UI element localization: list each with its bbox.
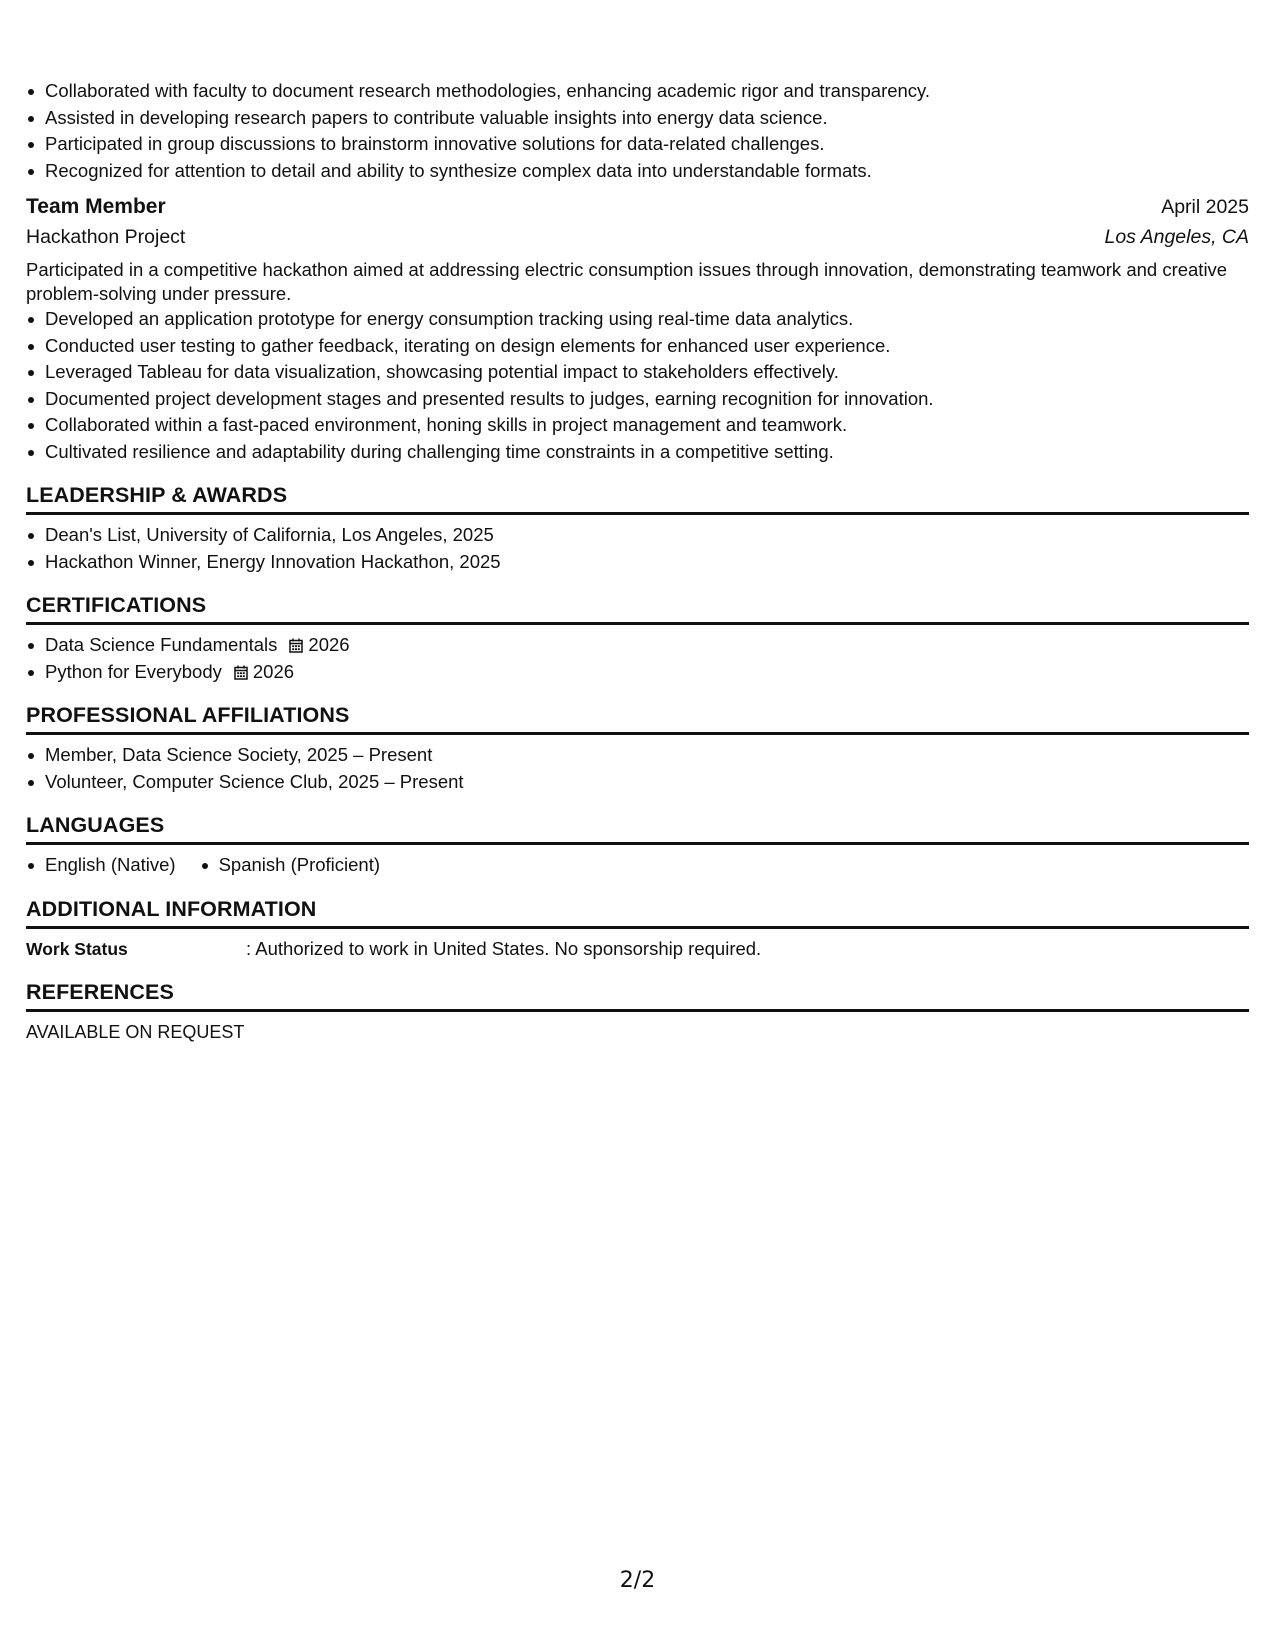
certifications-list [26, 632, 1249, 685]
entry-bullet-list [26, 306, 1249, 465]
entry-subheader [26, 222, 1249, 252]
list-item: Leveraged Tableau for data visualization, showcasing potential impact to stakeholders effectively. [26, 359, 1249, 386]
list-item: Participated in group discussions to brainstorm innovative solutions for data-related challenges. [26, 131, 1249, 158]
entry-summary: Participated in a competitive hackathon aimed at addressing electric consumption issues through innovation, demonstrating teamwork and creative problem-solving under pressure. [26, 259, 1228, 304]
entry-date: April 2025 [1161, 196, 1249, 218]
list-item [26, 659, 1249, 686]
calendar-icon [289, 638, 303, 653]
list-item: Collaborated within a fast-paced environment, honing skills in project management and teamwork. [26, 412, 1249, 439]
experience-entry [26, 192, 1249, 465]
languages-section [26, 811, 1249, 879]
leadership-section [26, 481, 1249, 575]
section-title: CERTIFICATIONS [26, 591, 1249, 625]
resume-page [26, 78, 1249, 1045]
list-item: Recognized for attention to detail and ability to synthesize complex data into understandable formats. [26, 158, 1249, 185]
certification-name: Python for Everybody [45, 660, 222, 682]
list-item: Developed an application prototype for energy consumption tracking using real-time data analytics. [26, 306, 1249, 333]
list-item: Cultivated resilience and adaptability during challenging time constraints in a competitive setting. [26, 439, 1249, 466]
work-status-value: : Authorized to work in United States. No sponsorship required. [246, 937, 762, 959]
research-bullet-list [26, 78, 1249, 184]
list-item: Spanish (Proficient) [200, 852, 380, 879]
section-title: PROFESSIONAL AFFILIATIONS [26, 701, 1249, 735]
leadership-list [26, 522, 1249, 575]
list-item: Conducted user testing to gather feedback, iterating on design elements for enhanced user experience. [26, 333, 1249, 360]
entry-organization: Hackathon Project [26, 226, 186, 248]
list-item [26, 632, 1249, 659]
list-item: Hackathon Winner, Energy Innovation Hackathon, 2025 [26, 549, 1249, 576]
entry-header [26, 192, 1249, 222]
list-item: Collaborated with faculty to document research methodologies, enhancing academic rigor and transparency. [26, 78, 1249, 105]
certifications-section [26, 591, 1249, 685]
work-status-row [26, 936, 1249, 962]
affiliations-list [26, 742, 1249, 795]
list-item: Assisted in developing research papers to contribute valuable insights into energy data science. [26, 105, 1249, 132]
section-title: LEADERSHIP & AWARDS [26, 481, 1249, 515]
languages-list [26, 852, 1249, 879]
list-item: Volunteer, Computer Science Club, 2025 – Present [26, 769, 1249, 796]
certification-name: Data Science Fundamentals [45, 634, 278, 655]
list-item: Dean's List, University of California, Los Angeles, 2025 [26, 522, 1249, 549]
additional-info-section [26, 895, 1249, 962]
section-title: REFERENCES [26, 978, 1249, 1012]
work-status-label: Work Status [26, 938, 128, 959]
page-number: 2/2 [619, 1568, 656, 1593]
entry-location: Los Angeles, CA [1104, 226, 1249, 248]
list-item: English (Native) [26, 852, 176, 879]
list-item: Documented project development stages and presented results to judges, earning recognition for innovation. [26, 386, 1249, 413]
section-title: LANGUAGES [26, 811, 1249, 845]
references-text: AVAILABLE ON REQUEST [26, 1021, 245, 1042]
references-section [26, 978, 1249, 1045]
affiliations-section [26, 701, 1249, 795]
certification-year: 2026 [252, 660, 295, 682]
calendar-icon [234, 665, 248, 680]
section-title: ADDITIONAL INFORMATION [26, 895, 1249, 929]
entry-title: Team Member [26, 195, 166, 218]
list-item: Member, Data Science Society, 2025 – Present [26, 742, 1249, 769]
certification-year: 2026 [308, 634, 350, 655]
